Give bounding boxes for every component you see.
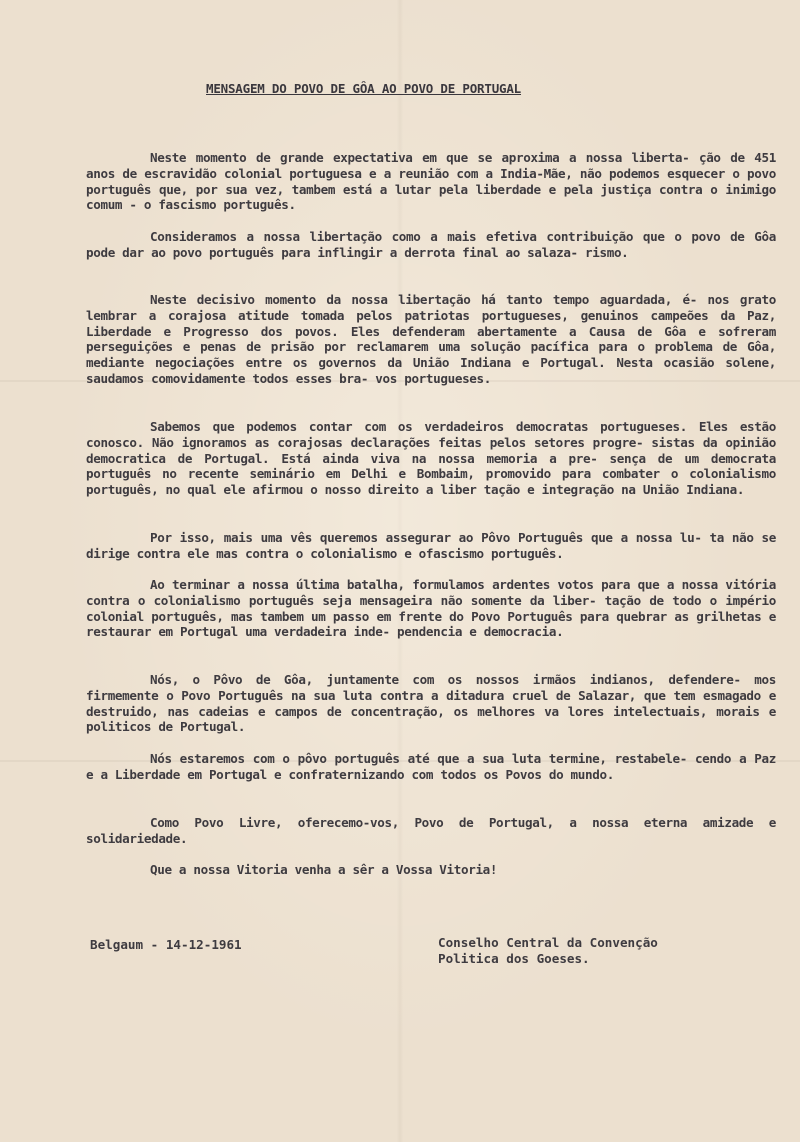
paragraph-closing: Que a nossa Vitoria venha a sêr a Vossa Vitoria!	[150, 862, 498, 877]
paragraph-6: Ao terminar a nossa última batalha, formulamos ardentes votos para que a nossa vitória contra o colonialismo português seja mensageira não somente da liber- tação de todo o império colonial português, mas tambem um passo em frente do Povo Português para quebrar as grilhetas e restaurar em Portugal uma verdadeira inde- pendencia e democracia.	[86, 577, 776, 640]
signature-block	[438, 935, 658, 967]
paragraph-8: Nós estaremos com o pôvo português até que a sua luta termine, restabele- cendo a Paz e a Liberdade em Portugal e confraternizando com todos os Povos do mundo.	[86, 751, 776, 782]
paragraph-3: Neste decisivo momento da nossa libertação há tanto tempo aguardada, é- nos grato lembrar a corajosa atitude tomada pelos patriotas portugueses, genuinos campeões da Paz, Liberdade e Progresso dos povos. Eles defenderam abertamente a Causa de Gôa e sofreram perseguições e penas de prisão por reclamarem uma solução pacífica para o problema de Gôa, mediante negociações entre os governos da União Indiana e Portugal. Nesta ocasião solene, saudamos comovidamente todos esses bra- vos portugueses.	[86, 292, 776, 386]
paragraph-1: Neste momento de grande expectativa em que se aproxima a nossa liberta- ção de 451 anos de escravidão colonial portuguesa e a reunião com a India-Mãe, não podemos esquecer o povo português que, por sua vez, tambem está a lutar pela liberdade e pela justiça contra o inimigo comum - o fascismo português.	[86, 150, 776, 213]
paragraph-7: Nós, o Pôvo de Gôa, juntamente com os nossos irmãos indianos, defendere- mos firmemente o Povo Português na sua luta contra a ditadura cruel de Salazar, que tem esmagado e destruido, nas cadeias e campos de concentração, os melhores va lores intelectuais, morais e politicos de Portugal.	[86, 672, 776, 735]
signature-line-2: Politica dos Goeses.	[438, 951, 590, 966]
document-title: MENSAGEM DO POVO DE GÔA AO POVO DE PORTUGAL	[206, 81, 522, 96]
paragraph-5: Por isso, mais uma vês queremos assegurar ao Pôvo Português que a nossa lu- ta não se dirige contra ele mas contra o colonialismo e ofascismo português.	[86, 530, 776, 561]
signature-line-1: Conselho Central da Convenção	[438, 935, 658, 950]
paragraph-9: Como Povo Livre, oferecemo-vos, Povo de Portugal, a nossa eterna amizade e solidariedade.	[86, 815, 776, 846]
paragraph-2: Consideramos a nossa libertação como a mais efetiva contribuição que o povo de Gôa pode dar ao povo português para inflingir a derrota final ao salaza- rismo.	[86, 229, 776, 260]
paragraph-4: Sabemos que podemos contar com os verdadeiros democratas portugueses. Eles estão conosco. Não ignoramos as corajosas declarações feitas pelos setores progre- sistas da opinião democratica de Portugal. Está ainda viva na nossa memoria a pre- sença de um democrata português no recente seminário em Delhi e Bombaim, promovido para combater o colonialismo português, no qual ele afirmou o nosso direito a liber tação e integração na União Indiana.	[86, 419, 776, 498]
place-and-date: Belgaum - 14-12-1961	[90, 937, 242, 952]
